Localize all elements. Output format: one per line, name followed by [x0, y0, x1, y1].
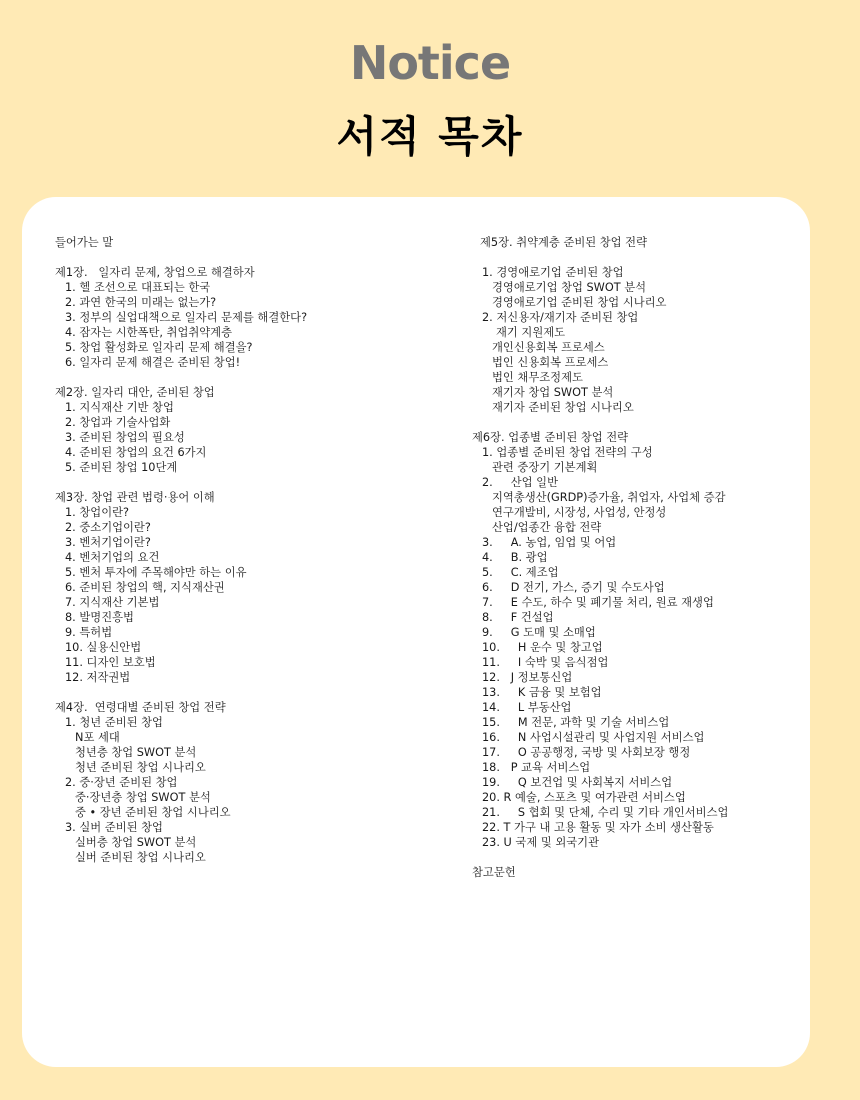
toc-entry: 21. S 협회 및 단체, 수리 및 기타 개인서비스업 [482, 806, 729, 819]
toc-column-right [472, 235, 792, 880]
toc-entry: 4. 잠자는 시한폭탄, 취업취약계층 [65, 326, 233, 339]
toc-entry: 2. 중·장년 준비된 창업 [65, 776, 178, 789]
toc-entry: 실버 준비된 창업 시나리오 [75, 851, 206, 864]
toc-entry: 12. J 정보통신업 [482, 671, 573, 684]
toc-entry: 12. 저작권법 [65, 671, 131, 684]
toc-entry: 중 • 장년 준비된 창업 시나리오 [75, 806, 231, 819]
toc-entry: 13. K 금융 및 보험업 [482, 686, 602, 699]
section-spacer [472, 415, 792, 430]
toc-entry: 9. G 도매 및 소매업 [482, 626, 596, 639]
toc-entry: 2. 중소기업이란? [65, 521, 151, 534]
toc-entry: 19. Q 보건업 및 사회복지 서비스업 [482, 776, 673, 789]
toc-entry: 3. 벤처기업이란? [65, 536, 151, 549]
toc-entry: 2. 저신용자/재기자 준비된 창업 [482, 311, 639, 324]
toc-entry: N포 세대 [75, 731, 120, 744]
toc-entry: 10. 실용신안법 [65, 641, 142, 654]
toc-entry: 3. 정부의 실업대책으로 일자리 문제를 해결한다? [65, 311, 308, 324]
toc-entry: 중·장년층 창업 SWOT 분석 [75, 791, 211, 804]
toc-entry: 산업/업종간 융합 전략 [492, 521, 602, 534]
toc-entry: 22. T 가구 내 고용 활동 및 자가 소비 생산활동 [482, 821, 714, 834]
toc-entry: 법인 채무조정제도 [492, 371, 583, 384]
toc-entry: 18. P 교육 서비스업 [482, 761, 591, 774]
toc-entry: 9. 특허법 [65, 626, 113, 639]
toc-column-left [55, 235, 455, 865]
toc-entry: 청년층 창업 SWOT 분석 [75, 746, 197, 759]
toc-entry: 실버층 창업 SWOT 분석 [75, 836, 197, 849]
toc-entry: 2. 산업 일반 [482, 476, 558, 489]
toc-entry: 10. H 운수 및 창고업 [482, 641, 603, 654]
toc-entry: 2. 창업과 기술사업화 [65, 416, 171, 429]
toc-entry: 5. C. 제조업 [482, 566, 559, 579]
toc-chapter-heading: 제2장. 일자리 대안, 준비된 창업 [55, 386, 215, 399]
toc-entry: 지역총생산(GRDP)증가율, 취업자, 사업체 증감 [492, 491, 726, 504]
toc-entry: 1. 창업이란? [65, 506, 130, 519]
section-spacer [55, 475, 455, 490]
section-spacer [472, 850, 792, 865]
toc-entry: 11. I 숙박 및 음식점업 [482, 656, 609, 669]
toc-entry: 연구개발비, 시장성, 사업성, 안정성 [492, 506, 667, 519]
section-spacer [55, 370, 455, 385]
toc-card [22, 197, 810, 1067]
toc-entry: 개인신용회복 프로세스 [492, 341, 605, 354]
toc-entry: 1. 헬 조선으로 대표되는 한국 [65, 281, 211, 294]
toc-entry: 5. 벤처 투자에 주목해야만 하는 이유 [65, 566, 247, 579]
toc-entry: 경영애로기업 준비된 창업 시나리오 [492, 296, 667, 309]
section-spacer [55, 250, 455, 265]
toc-entry: 8. F 건설업 [482, 611, 554, 624]
toc-entry: 재기자 창업 SWOT 분석 [492, 386, 614, 399]
toc-entry: 4. 준비된 창업의 요건 6가지 [65, 446, 207, 459]
toc-entry: 재기 지원제도 [496, 326, 566, 339]
notice-heading: Notice [349, 36, 511, 90]
toc-entry: 23. U 국제 및 외국기관 [482, 836, 599, 849]
toc-entry: 16. N 사업시설관리 및 사업지원 서비스업 [482, 731, 705, 744]
toc-entry: 15. M 전문, 과학 및 기술 서비스업 [482, 716, 670, 729]
toc-entry: 법인 신용회복 프로세스 [492, 356, 609, 369]
toc-entry: 재기자 준비된 창업 시나리오 [492, 401, 634, 414]
toc-entry: 1. 경영애로기업 준비된 창업 [482, 266, 624, 279]
toc-entry: 청년 준비된 창업 시나리오 [75, 761, 206, 774]
section-spacer [55, 685, 455, 700]
toc-chapter-heading: 들어가는 말 [55, 236, 114, 249]
toc-entry: 4. B. 광업 [482, 551, 548, 564]
toc-entry: 1. 청년 준비된 창업 [65, 716, 163, 729]
toc-chapter-heading: 제1장. 일자리 문제, 창업으로 해결하자 [55, 266, 255, 279]
toc-entry: 14. L 부동산업 [482, 701, 572, 714]
toc-entry: 1. 지식재산 기반 창업 [65, 401, 174, 414]
toc-entry: 17. O 공공행정, 국방 및 사회보장 행정 [482, 746, 691, 759]
toc-entry: 7. 지식재산 기본법 [65, 596, 160, 609]
toc-entry: 7. E 수도, 하수 및 폐기물 처리, 원료 재생업 [482, 596, 714, 609]
page-title: 서적 목차 [336, 112, 524, 161]
toc-chapter-heading: 제5장. 취약계층 준비된 창업 전략 [480, 236, 648, 249]
toc-chapter-heading: 제3장. 창업 관련 법령·용어 이해 [55, 491, 215, 504]
toc-entry: 11. 디자인 보호법 [65, 656, 156, 669]
toc-chapter-heading: 제6장. 업종별 준비된 창업 전략 [472, 431, 629, 444]
toc-entry: 4. 벤처기업의 요건 [65, 551, 160, 564]
toc-entry: 5. 창업 활성화로 일자리 문제 해결을? [65, 341, 253, 354]
section-spacer [472, 250, 792, 265]
toc-entry: 3. 실버 준비된 창업 [65, 821, 163, 834]
toc-entry: 5. 준비된 창업 10단계 [65, 461, 178, 474]
toc-entry: 관련 중장기 기본계획 [492, 461, 598, 474]
toc-entry: 6. 일자리 문제 해결은 준비된 창업! [65, 356, 241, 369]
toc-entry: 3. A. 농업, 임업 및 어업 [482, 536, 617, 549]
toc-entry: 6. 준비된 창업의 핵, 지식재산권 [65, 581, 225, 594]
toc-chapter-heading: 참고문헌 [472, 866, 516, 879]
toc-entry: 1. 업종별 준비된 창업 전략의 구성 [482, 446, 653, 459]
toc-entry: 8. 발명진흥법 [65, 611, 134, 624]
toc-entry: 20. R 예술, 스포츠 및 여가관련 서비스업 [482, 791, 686, 804]
toc-entry: 6. D 전기, 가스, 증기 및 수도사업 [482, 581, 665, 594]
toc-entry: 경영애로기업 창업 SWOT 분석 [492, 281, 647, 294]
toc-entry: 2. 과연 한국의 미래는 없는가? [65, 296, 217, 309]
toc-entry: 3. 준비된 창업의 필요성 [65, 431, 185, 444]
toc-chapter-heading: 제4장. 연령대별 준비된 창업 전략 [55, 701, 226, 714]
